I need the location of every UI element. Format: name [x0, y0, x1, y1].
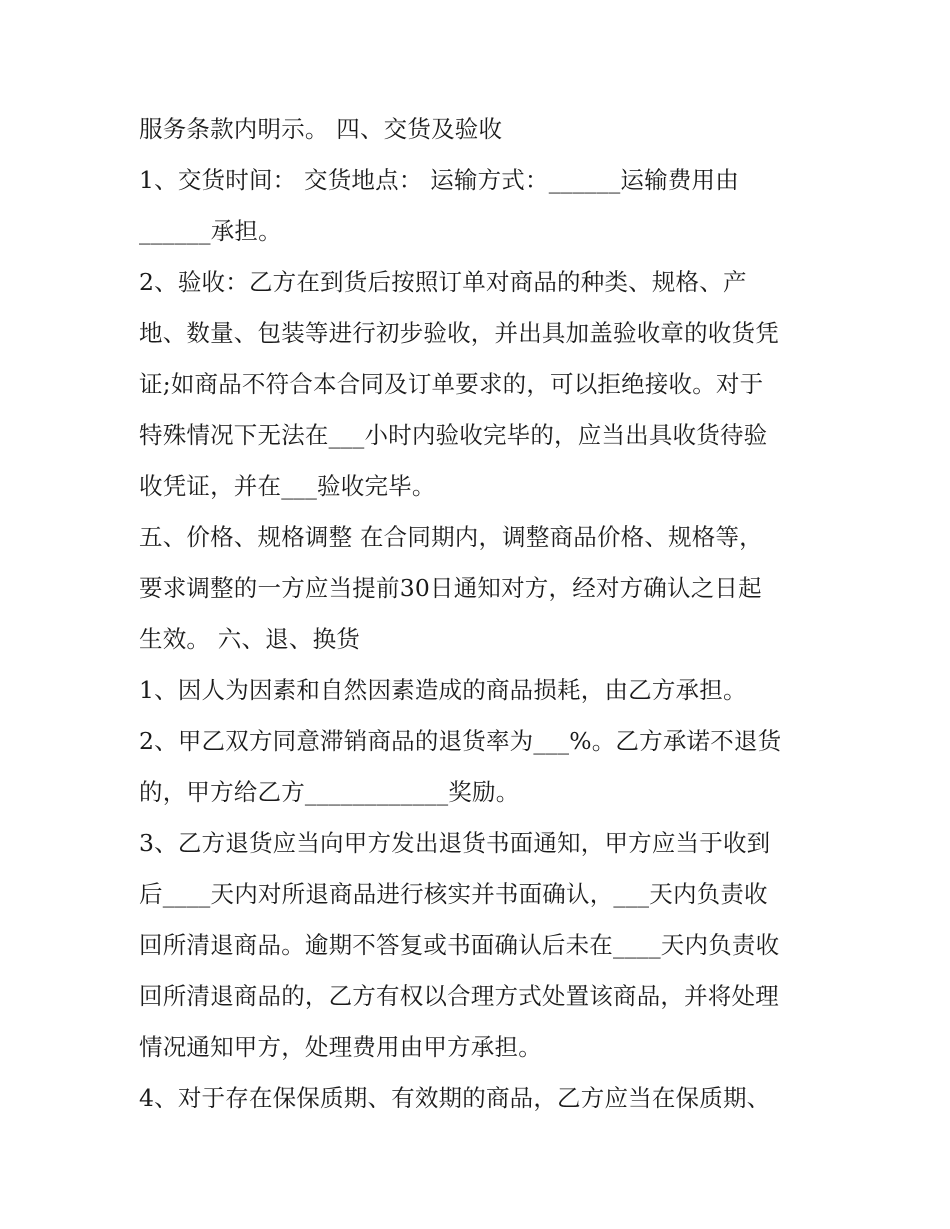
text-line: 生效。 六、退、换货: [139, 625, 360, 653]
text-line: 服务条款内明示。 四、交货及验收: [139, 115, 503, 143]
text-line: 的，甲方给乙方____________奖励。: [139, 778, 520, 806]
text-line: 五、价格、规格调整 在合同期内，调整商品价格、规格等，: [139, 523, 763, 551]
text-line: 回所清退商品的，乙方有权以合理方式处置该商品，并将处理: [139, 982, 779, 1010]
text-line: 后____天内对所退商品进行核实并书面确认，___天内负责收: [139, 880, 768, 908]
text-line: 证;如商品不符合本合同及订单要求的，可以拒绝接收。对于: [139, 370, 764, 398]
text-line: 1、交货时间： 交货地点： 运输方式：______运输费用由: [139, 166, 739, 194]
text-line: 情况通知甲方，处理费用由甲方承担。: [139, 1033, 542, 1061]
text-line: 地、数量、包装等进行初步验收，并出具加盖验收章的收货凭: [139, 319, 779, 347]
text-line: 要求调整的一方应当提前30日通知对方，经对方确认之日起: [139, 574, 762, 602]
text-line: 2、甲乙双方同意滞销商品的退货率为___%。乙方承诺不退货: [139, 727, 782, 755]
text-line: 4、对于存在保保质期、有效期的商品，乙方应当在保质期、: [139, 1084, 771, 1112]
text-line: 3、乙方退货应当向甲方发出退货书面通知，甲方应当于收到: [139, 829, 771, 857]
text-line: ______承担。: [139, 217, 282, 245]
text-line: 2、验收：乙方在到货后按照订单对商品的种类、规格、产: [139, 268, 747, 296]
text-line: 1、因人为因素和自然因素造成的商品损耗，由乙方承担。: [139, 676, 747, 704]
text-line: 回所清退商品。逾期不答复或书面确认后未在____天内负责收: [139, 931, 780, 959]
text-line: 特殊情况下无法在___小时内验收完毕的，应当出具收货待验: [139, 421, 768, 449]
text-line: 收凭证，并在___验收完毕。: [139, 472, 436, 500]
